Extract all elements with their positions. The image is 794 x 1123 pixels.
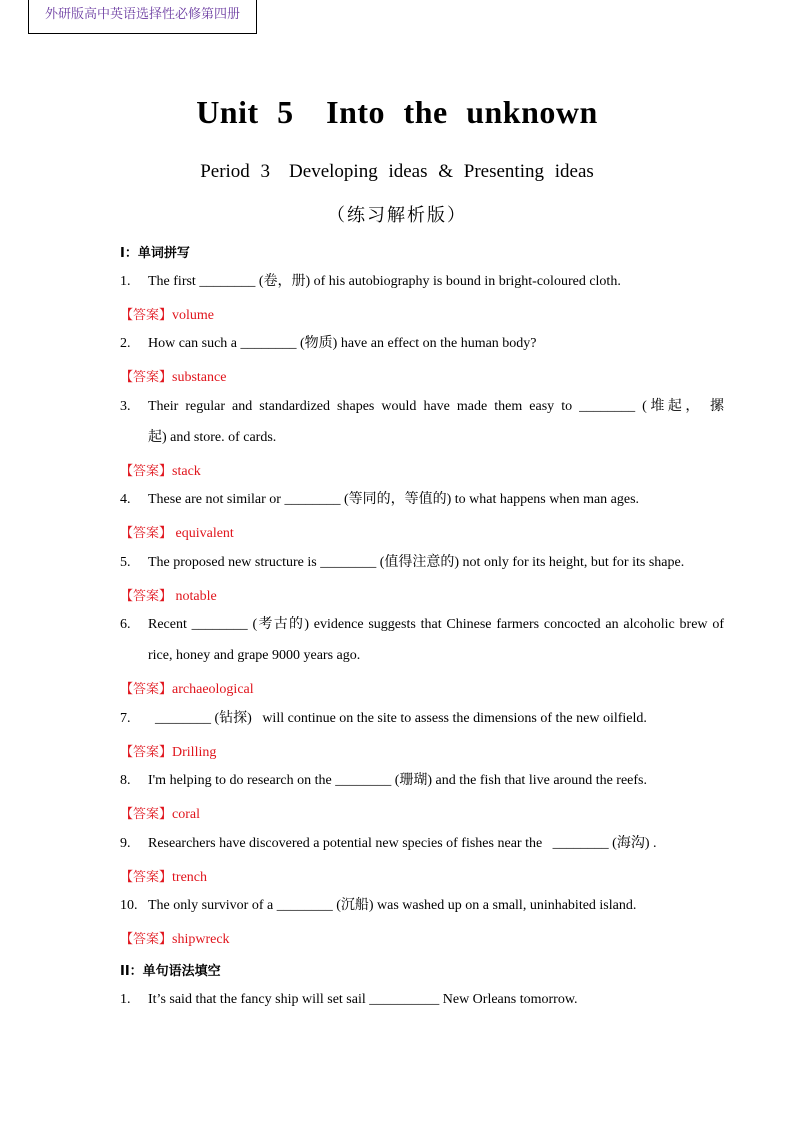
item-number: 9. bbox=[120, 836, 131, 851]
item-text: These are not similar or ________ (等同的，等值的) to what happens when man ages. bbox=[148, 492, 640, 507]
exercise-item bbox=[120, 765, 724, 796]
answer-text: substance bbox=[172, 370, 227, 385]
item-number: 10. bbox=[120, 898, 138, 913]
item-text: ________ (钻探) will continue on the site to assess the dimensions of the new oilfield. bbox=[148, 711, 647, 726]
item-text-continuation: rice, honey and grape 9000 years ago. bbox=[148, 648, 361, 663]
answer-label: 【答案】 bbox=[120, 807, 173, 822]
answer-line bbox=[120, 928, 230, 948]
item-text: How can such a ________ (物质) have an effect on the human body? bbox=[148, 336, 537, 351]
item-text: The proposed new structure is ________ (值得注意的) not only for its height, but for its shape. bbox=[148, 555, 685, 570]
answer-text: shipwreck bbox=[172, 932, 230, 947]
exercise-item-continuation bbox=[120, 422, 724, 453]
item-number: 8. bbox=[120, 773, 131, 788]
section-heading-grammar: II：单句语法填空 bbox=[120, 964, 221, 979]
answer-line bbox=[120, 741, 216, 761]
item-text: It’s said that the fancy ship will set sail __________ New Orleans tomorrow. bbox=[148, 992, 578, 1007]
item-number: 1. bbox=[120, 992, 131, 1007]
answer-line bbox=[120, 460, 201, 480]
answer-label: 【答案】 bbox=[120, 589, 173, 604]
answer-line bbox=[120, 522, 234, 542]
exercise-item bbox=[120, 609, 724, 640]
answer-label: 【答案】 bbox=[120, 932, 173, 947]
item-number: 3. bbox=[120, 399, 131, 414]
item-number: 7. bbox=[120, 711, 131, 726]
answer-line bbox=[120, 866, 207, 886]
item-number: 1. bbox=[120, 274, 131, 289]
answer-label: 【答案】 bbox=[120, 745, 173, 760]
answer-line bbox=[120, 304, 214, 324]
answer-line bbox=[120, 803, 200, 823]
answer-text: archaeological bbox=[172, 682, 254, 697]
item-text: The first ________ (卷，册) of his autobiography is bound in bright-coloured cloth. bbox=[148, 274, 621, 289]
answer-text: notable bbox=[172, 589, 217, 604]
answer-text: trench bbox=[172, 870, 207, 885]
item-number: 4. bbox=[120, 492, 131, 507]
answer-label: 【答案】 bbox=[120, 682, 173, 697]
exercise-item bbox=[120, 828, 724, 859]
answer-label: 【答案】 bbox=[120, 870, 173, 885]
exercise-item bbox=[120, 703, 724, 734]
exercise-item bbox=[120, 391, 724, 422]
header-tag: 外研版高中英语选择性必修第四册 bbox=[28, 0, 257, 34]
answer-text: coral bbox=[172, 807, 200, 822]
answer-label: 【答案】 bbox=[120, 526, 173, 541]
item-text-continuation: 起) and store. of cards. bbox=[148, 430, 277, 445]
answer-line bbox=[120, 585, 217, 605]
answer-line bbox=[120, 366, 226, 386]
item-text: Their regular and standardized shapes would have made them easy to ________ (堆起， 摞 bbox=[148, 399, 724, 414]
item-number: 2. bbox=[120, 336, 131, 351]
exercise-item bbox=[120, 266, 724, 297]
exercise-item bbox=[120, 328, 724, 359]
exercise-item-continuation bbox=[120, 640, 724, 671]
exercise-item bbox=[120, 484, 724, 515]
answer-text: equivalent bbox=[172, 526, 234, 541]
item-text: Researchers have discovered a potential new species of fishes near the ________ (海沟) . bbox=[148, 836, 657, 851]
item-text: I'm helping to do research on the ________ (珊瑚) and the fish that live around the reefs. bbox=[148, 773, 647, 788]
answer-text: stack bbox=[172, 464, 201, 479]
item-number: 5. bbox=[120, 555, 131, 570]
answer-label: 【答案】 bbox=[120, 464, 173, 479]
answer-label: 【答案】 bbox=[120, 370, 173, 385]
item-text: Recent ________ (考古的) evidence suggests that Chinese farmers concocted an alcoholic brew of bbox=[148, 617, 724, 632]
page-title: Unit 5 Into the unknown bbox=[196, 94, 598, 130]
answer-label: 【答案】 bbox=[120, 308, 173, 323]
page-subtitle: Period 3 Developing ideas & Presenting ideas bbox=[200, 161, 594, 182]
version-label: （练习解析版） bbox=[327, 205, 467, 226]
exercise-item bbox=[120, 890, 724, 921]
answer-text: Drilling bbox=[172, 745, 217, 760]
item-text: The only survivor of a ________ (沉船) was washed up on a small, uninhabited island. bbox=[148, 898, 637, 913]
item-number: 6. bbox=[120, 617, 131, 632]
section-heading-spelling: I：单词拼写 bbox=[120, 246, 190, 261]
answer-line bbox=[120, 678, 254, 698]
exercise-item bbox=[120, 547, 724, 578]
answer-text: volume bbox=[172, 308, 215, 323]
exercise-item bbox=[120, 984, 724, 1015]
